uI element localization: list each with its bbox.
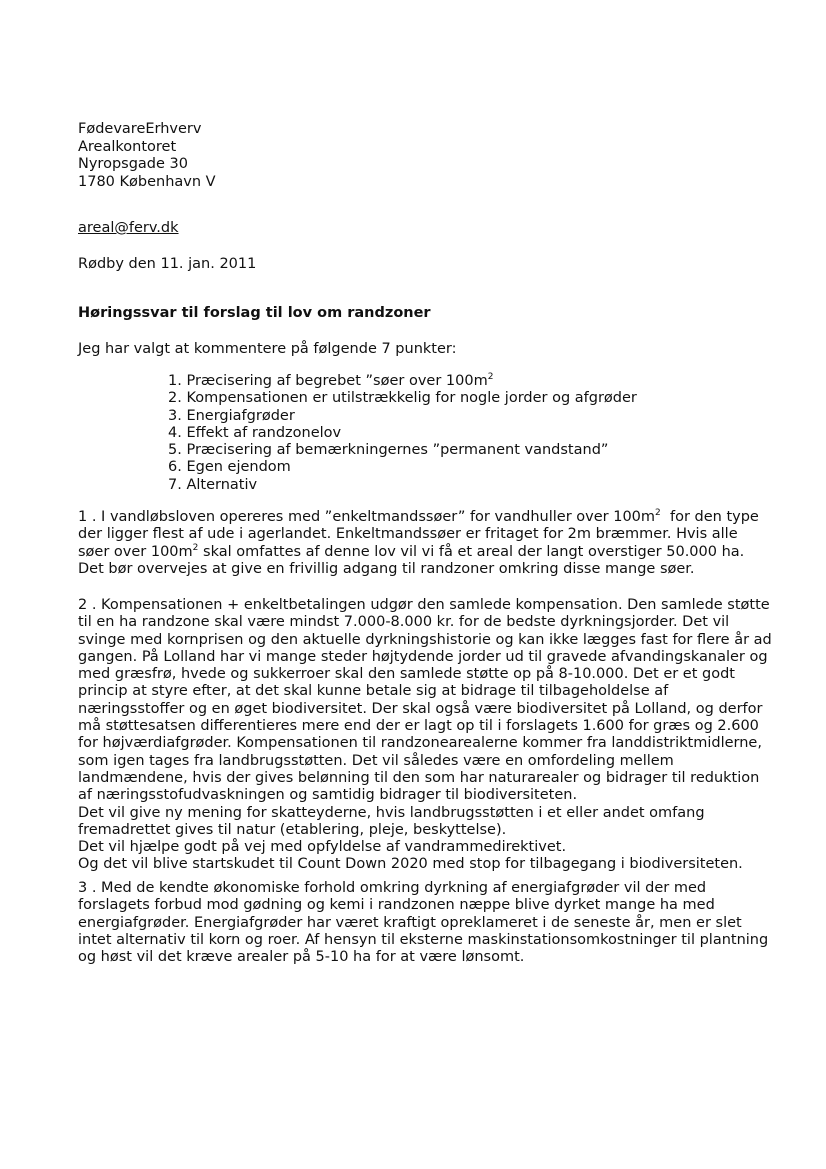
recipient-address — [78, 121, 216, 191]
list-item: 4. Effekt af randzonelov — [168, 424, 342, 441]
paragraph-line: svinge med kornprisen og den aktuelle dyrkningshistorie og kan ikke lægges fast for flere år ad — [78, 631, 772, 648]
address-line: Arealkontoret — [78, 138, 177, 155]
paragraph-1 — [78, 509, 768, 578]
paragraph-line: næringsstoffer og en øget biodiversitet. Der skal også være biodiversitet på Lolland, og derfor — [78, 700, 763, 717]
list-item: 3. Energiafgrøder — [168, 407, 295, 424]
paragraph-line: af næringsstofudvaskningen og samtidig bidrager til biodiversiteten. — [78, 787, 578, 804]
address-line: FødevareErhverv — [78, 121, 202, 137]
paragraph-line: til en ha randzone skal være mindst 7.000-8.000 kr. for de bedste dyrkningsjorder. Det vil — [78, 614, 730, 631]
list-item: 2. Kompensationen er utilstrækkelig for nogle jorder og afgrøder — [168, 390, 637, 407]
email-link[interactable]: areal@ferv.dk — [78, 220, 179, 236]
paragraph-line: søer over $100m^2$ skal omfattes af denne lov vil vi få et areal der langt overstiger 50.000 ha. — [78, 542, 745, 560]
paragraph-line: 3 . Med de kendte økonomiske forhold omkring dyrkning af energiafgrøder vil der med — [78, 880, 707, 896]
paragraph-line: 2 . Kompensationen + enkeltbetalingen udgør den samlede kompensation. Den samlede støtte — [78, 597, 770, 613]
paragraph-line: som igen tages fra landbrugsstøtten. Det vil således være en omfordeling mellem — [78, 752, 674, 769]
intro-text: Jeg har valgt at kommentere på følgende 7 punkter: — [78, 341, 457, 357]
paragraph-line: energiafgrøder. Energiafgrøder har været kraftigt opreklameret i de seneste år, men er slet — [78, 914, 742, 931]
paragraph-line: gangen. På Lolland har vi mange steder højtydende jorder ud til gravede afvandingskanaler og — [78, 648, 768, 665]
paragraph-line: med græsfrø, hvede og sukkerroer skal den samlede støtte op på 8-10.000. Det er et godt — [78, 666, 735, 683]
paragraph-line: for højværdiafgrøder. Kompensationen til randzonearealerne kommer fra landdistriktmidlerne, — [78, 735, 762, 752]
list-item: 6. Egen ejendom — [168, 459, 291, 476]
paragraph-line: Det vil hjælpe godt på vej med opfyldelse af vandrammedirektivet. — [78, 839, 567, 856]
address-line: 1780 København V — [78, 173, 216, 190]
paragraph-line: fremadrettet gives til natur (etablering, pleje, beskyttelse). — [78, 821, 507, 838]
paragraph-line: princip at styre efter, at det skal kunne betale sig at bidrage til tilbageholdelse af — [78, 683, 669, 700]
list-item: 5. Præcisering af bemærkningernes ”permanent vandstand” — [168, 442, 609, 459]
dateline: Rødby den 11. jan. 2011 — [78, 256, 257, 272]
paragraph-line: og høst vil det kræve arealer på 5-10 ha for at være lønsomt. — [78, 949, 525, 966]
address-line: Nyropsgade 30 — [78, 156, 188, 172]
letter-heading: Høringssvar til forslag til lov om randzoner — [78, 305, 431, 321]
paragraph-line: der ligger flest af ude i agerlandet. Enkeltmandssøer er fritaget for 2m bræmmer. Hvis alle — [78, 526, 738, 543]
paragraph-line: 1 . I vandløbsloven opereres med ”enkeltmandssøer” for vandhuller over $100m^2$ for den type — [78, 508, 759, 525]
paragraph-2 — [78, 597, 772, 874]
list-item: 7. Alternativ — [168, 476, 258, 493]
points-list — [168, 373, 637, 494]
list-item: 1. Præcisering af begrebet ”søer over $100m^2$ — [168, 372, 494, 389]
paragraph-line: må støttesatsen differentieres mere end der er lagt op til i forslagets 1.600 for græs og 2.600 — [78, 718, 759, 735]
paragraph-line: forslagets forbud mod gødning og kemi i randzonen næppe blive dyrket mange ha med — [78, 897, 715, 914]
paragraph-line: Og det vil blive startskudet til Count Down 2020 med stop for tilbagegang i biodiversiteten. — [78, 856, 743, 873]
paragraph-line: intet alternativ til korn og roer. Af hensyn til eksterne maskinstationsomkostninger til plantning — [78, 931, 769, 948]
paragraph-line: Det vil give ny mening for skatteyderne, hvis landbrugsstøtten i et eller andet omfang — [78, 804, 705, 821]
paragraph-line: Det bør overvejes at give en frivillig adgang til randzoner omkring disse mange søer. — [78, 560, 695, 577]
paragraph-line: landmændene, hvis der gives belønning til den som har naturarealer og bidrager til reduktion — [78, 769, 760, 786]
paragraph-3 — [78, 880, 768, 966]
